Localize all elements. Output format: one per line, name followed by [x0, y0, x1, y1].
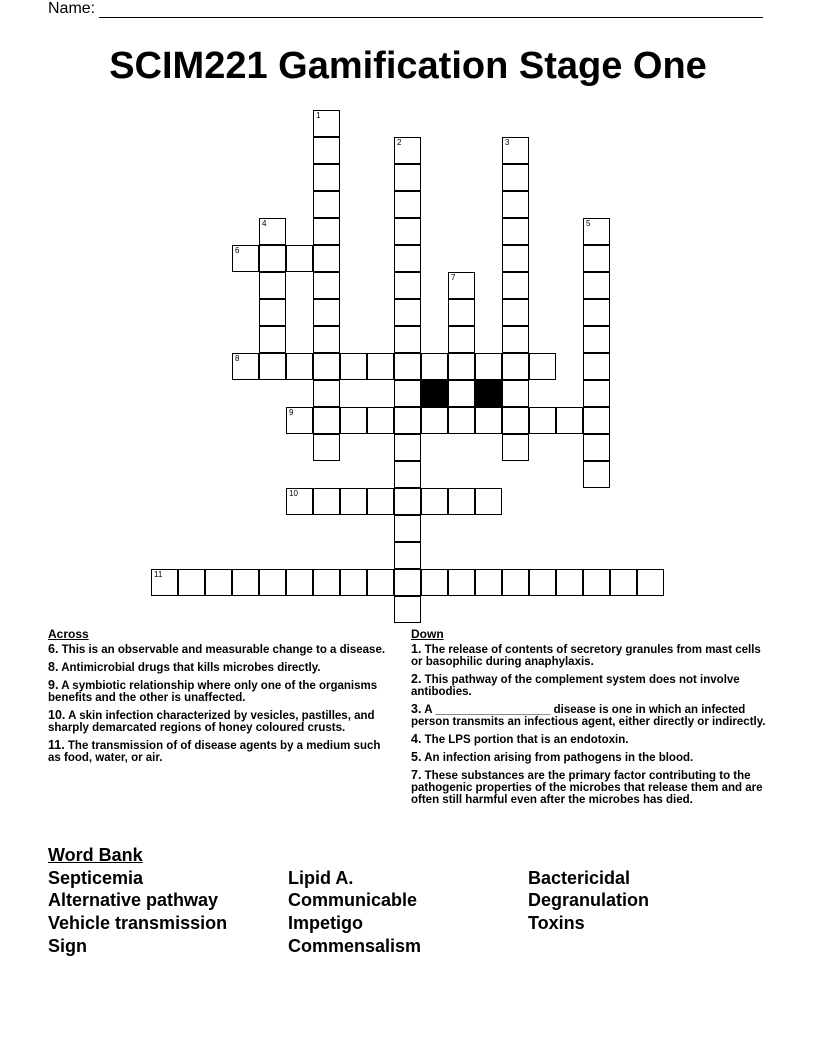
crossword-cell[interactable]	[313, 326, 340, 353]
down-clues	[411, 628, 771, 811]
crossword-cell[interactable]	[313, 299, 340, 326]
crossword-cell[interactable]	[313, 488, 340, 515]
crossword-cell[interactable]	[367, 488, 394, 515]
clue-across-6: 6. This is an observable and measurable change to a disease.	[48, 642, 386, 656]
crossword-cell[interactable]	[394, 245, 421, 272]
across-clues	[48, 628, 394, 769]
crossword-cell[interactable]	[583, 569, 610, 596]
clue-down-2: 2. This pathway of the complement system does not involve antibodies.	[411, 672, 740, 698]
crossword-cell[interactable]	[394, 596, 421, 623]
down-heading: Down	[411, 627, 444, 641]
crossword-cell[interactable]	[367, 569, 394, 596]
crossword-cell[interactable]	[340, 407, 367, 434]
word-bank-list	[48, 867, 768, 963]
crossword-cell[interactable]	[313, 407, 340, 434]
crossword-cell[interactable]	[313, 137, 340, 164]
crossword-cell[interactable]	[475, 569, 502, 596]
crossword-cell[interactable]	[502, 299, 529, 326]
word-bank-item: Commensalism	[288, 936, 422, 956]
crossword-cell[interactable]	[448, 380, 475, 407]
black-cell	[475, 380, 502, 407]
crossword-cell[interactable]	[583, 434, 610, 461]
crossword-cell[interactable]	[448, 407, 475, 434]
black-cell	[421, 380, 448, 407]
clue-down-5: 5. An infection arising from pathogens in the blood.	[411, 750, 694, 764]
crossword-cell[interactable]	[259, 569, 286, 596]
crossword-cell[interactable]	[313, 218, 340, 245]
crossword-cell[interactable]	[583, 380, 610, 407]
cell-number: 9	[289, 408, 294, 417]
clue-down-1: 1. The release of contents of secretory granules from mast cells or basophilic during anaphylaxis.	[411, 642, 761, 668]
crossword-cell[interactable]	[529, 569, 556, 596]
crossword-cell[interactable]	[313, 245, 340, 272]
crossword-cell[interactable]	[502, 272, 529, 299]
crossword-cell[interactable]	[583, 272, 610, 299]
crossword-cell[interactable]	[502, 434, 529, 461]
crossword-cell[interactable]	[583, 326, 610, 353]
word-bank-item: Impetigo	[288, 913, 363, 933]
crossword-cell[interactable]	[394, 137, 421, 164]
crossword-cell[interactable]	[178, 569, 205, 596]
crossword-cell[interactable]	[529, 407, 556, 434]
crossword-cell[interactable]	[367, 407, 394, 434]
crossword-cell[interactable]	[448, 569, 475, 596]
word-bank-item: Sign	[48, 936, 87, 956]
crossword-cell[interactable]	[394, 434, 421, 461]
crossword-cell[interactable]	[259, 245, 286, 272]
crossword-cell[interactable]	[556, 569, 583, 596]
word-bank-item: Alternative pathway	[48, 890, 219, 910]
word-bank-item: Vehicle transmission	[48, 913, 228, 933]
crossword-cell[interactable]	[394, 353, 421, 380]
crossword-cell[interactable]	[259, 218, 286, 245]
crossword-cell[interactable]	[259, 299, 286, 326]
crossword-cell[interactable]	[583, 245, 610, 272]
word-bank-item: Degranulation	[528, 890, 650, 910]
crossword-cell[interactable]	[421, 569, 448, 596]
crossword-cell[interactable]	[259, 272, 286, 299]
crossword-cell[interactable]	[340, 569, 367, 596]
crossword-cell[interactable]	[421, 407, 448, 434]
word-bank	[48, 843, 768, 963]
crossword-cell[interactable]	[583, 353, 610, 380]
crossword-cell[interactable]	[448, 353, 475, 380]
cell-number: 8	[235, 354, 240, 363]
crossword-cell[interactable]	[502, 380, 529, 407]
crossword-cell[interactable]	[313, 164, 340, 191]
crossword-cell[interactable]	[556, 407, 583, 434]
crossword-cell[interactable]	[583, 407, 610, 434]
cell-number: 3	[505, 138, 510, 147]
crossword-cell[interactable]	[232, 245, 259, 272]
crossword-cell[interactable]	[313, 272, 340, 299]
crossword-cell[interactable]	[502, 245, 529, 272]
crossword-cell[interactable]	[394, 569, 421, 596]
across-heading: Across	[48, 627, 89, 641]
crossword-cell[interactable]	[394, 191, 421, 218]
crossword-cell[interactable]	[502, 218, 529, 245]
crossword-cell[interactable]	[502, 326, 529, 353]
crossword-cell[interactable]	[475, 407, 502, 434]
crossword-cell[interactable]	[313, 434, 340, 461]
crossword-cell[interactable]	[475, 488, 502, 515]
crossword-cell[interactable]	[394, 461, 421, 488]
crossword-cell[interactable]	[421, 353, 448, 380]
crossword-cell[interactable]	[583, 299, 610, 326]
word-bank-item: Septicemia	[48, 868, 144, 888]
crossword-cell[interactable]	[502, 569, 529, 596]
crossword-cell[interactable]	[313, 191, 340, 218]
crossword-cell[interactable]	[502, 191, 529, 218]
crossword-cell[interactable]	[259, 326, 286, 353]
crossword-cell[interactable]	[313, 380, 340, 407]
crossword-cell[interactable]	[394, 542, 421, 569]
crossword-cell[interactable]	[232, 569, 259, 596]
clue-across-10: 10. A skin infection characterized by vesicles, pastilles, and sharply demarcated regions of honey coloured crusts.	[48, 708, 375, 734]
cell-number: 4	[262, 219, 267, 228]
clue-across-9: 9. A symbiotic relationship where only one of the organisms benefits and the other is unaffected.	[48, 678, 378, 704]
clue-down-3: 3. A __________________ disease is one in which an infected person transmits an infectious agent, either directly or indirectly.	[411, 702, 766, 728]
crossword-cell[interactable]	[394, 380, 421, 407]
crossword-cell[interactable]	[313, 353, 340, 380]
crossword-cell[interactable]	[394, 488, 421, 515]
crossword-cell[interactable]	[421, 488, 448, 515]
word-bank-item: Bactericidal	[528, 868, 631, 888]
crossword-cell[interactable]	[286, 353, 313, 380]
crossword-cell[interactable]	[394, 515, 421, 542]
crossword-cell[interactable]	[232, 353, 259, 380]
clue-down-4: 4. The LPS portion that is an endotoxin.	[411, 732, 629, 746]
crossword-cell[interactable]	[286, 569, 313, 596]
crossword-cell[interactable]	[286, 488, 313, 515]
crossword-cell[interactable]	[151, 569, 178, 596]
crossword-cell[interactable]	[286, 245, 313, 272]
crossword-cell[interactable]	[313, 569, 340, 596]
crossword-cell[interactable]	[448, 488, 475, 515]
crossword-cell[interactable]	[448, 326, 475, 353]
word-bank-item: Communicable	[288, 890, 418, 910]
crossword-cell[interactable]	[394, 299, 421, 326]
word-bank-heading: Word Bank	[48, 845, 143, 865]
name-label: Name:	[48, 0, 96, 17]
crossword-cell[interactable]	[205, 569, 232, 596]
page-title: SCIM221 Gamification Stage One	[109, 45, 707, 87]
crossword-cell[interactable]	[394, 218, 421, 245]
crossword-cell[interactable]	[583, 461, 610, 488]
cell-number: 6	[235, 246, 240, 255]
cell-number: 10	[289, 489, 298, 498]
crossword-cell[interactable]	[340, 353, 367, 380]
crossword-cell[interactable]	[583, 218, 610, 245]
crossword-cell[interactable]	[313, 110, 340, 137]
crossword-cell[interactable]	[637, 569, 664, 596]
cell-number: 7	[451, 273, 456, 282]
crossword-cell[interactable]	[394, 164, 421, 191]
crossword-cell[interactable]	[502, 407, 529, 434]
word-bank-item: Toxins	[528, 913, 585, 933]
crossword-cell[interactable]	[448, 299, 475, 326]
crossword-cell[interactable]	[394, 272, 421, 299]
clue-across-8: 8. Antimicrobial drugs that kills microbes directly.	[48, 660, 321, 674]
crossword-cell[interactable]	[394, 326, 421, 353]
cell-number: 11	[154, 570, 163, 579]
cell-number: 5	[586, 219, 591, 228]
crossword-cell[interactable]	[610, 569, 637, 596]
clue-down-7: 7. These substances are the primary factor contributing to the pathogenic properties of the microbes that release them and are often still harmful even after the microbes has died.	[411, 768, 763, 806]
crossword-cell[interactable]	[475, 353, 502, 380]
clue-across-11: 11. The transmission of of disease agents by a medium such as food, water, or air.	[48, 738, 381, 764]
word-bank-item: Lipid A.	[288, 868, 354, 888]
crossword-cell[interactable]	[502, 353, 529, 380]
crossword-cell[interactable]	[448, 272, 475, 299]
crossword-cell[interactable]	[340, 488, 367, 515]
crossword-cell[interactable]	[367, 353, 394, 380]
crossword-cell[interactable]	[394, 407, 421, 434]
crossword-cell[interactable]	[529, 353, 556, 380]
crossword-cell[interactable]	[502, 137, 529, 164]
cell-number: 2	[397, 138, 402, 147]
crossword-cell[interactable]	[502, 164, 529, 191]
cell-number: 1	[316, 111, 321, 120]
crossword-cell[interactable]	[259, 353, 286, 380]
crossword-cell[interactable]	[286, 407, 313, 434]
